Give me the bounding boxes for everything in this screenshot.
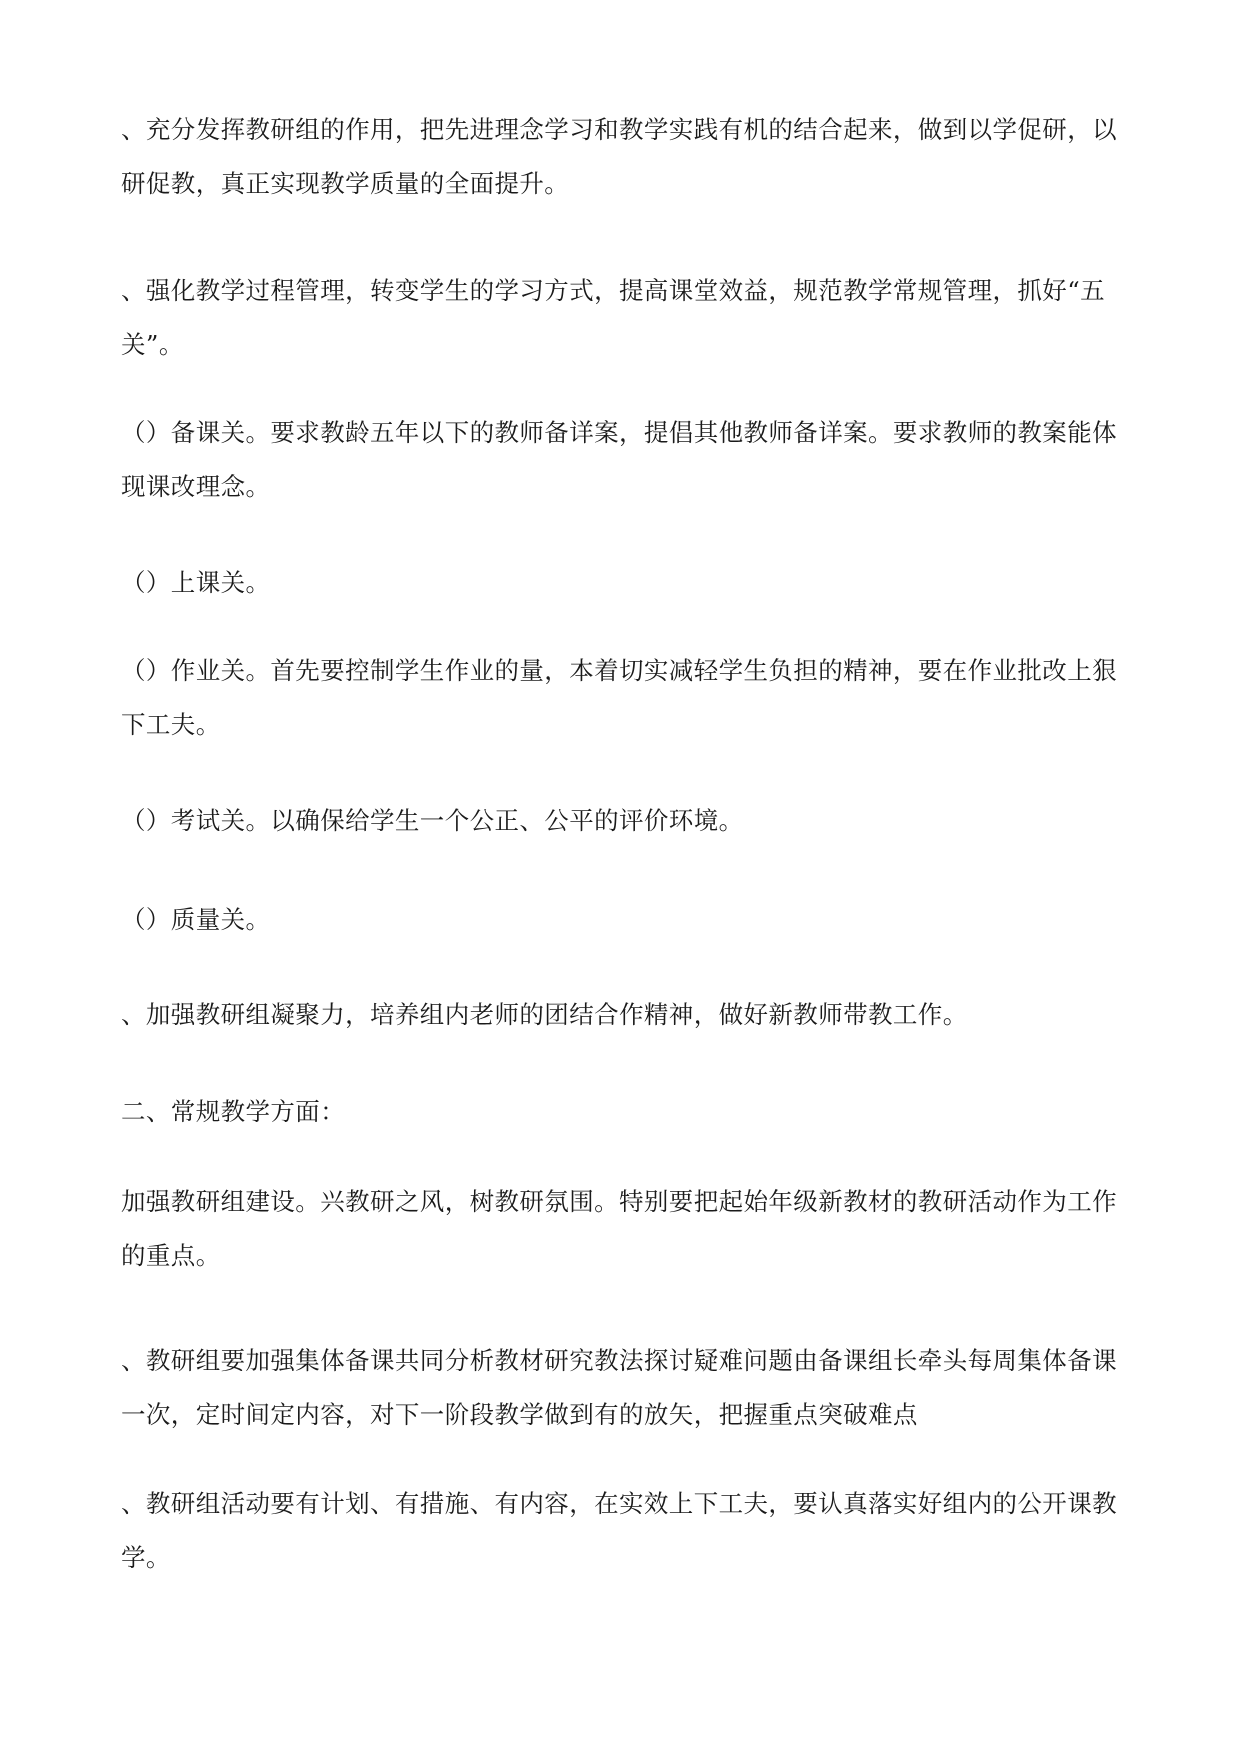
paragraph-process-management <box>121 264 1121 372</box>
paragraph-line: 一次，定时间定内容，对下一阶段教学做到有的放矢，把握重点突破难点 <box>121 1400 918 1429</box>
paragraph-line: 二、常规教学方面： <box>121 1097 346 1126</box>
paragraph-line: 关”。 <box>121 330 184 359</box>
paragraph-line: 下工夫。 <box>121 710 221 739</box>
paragraph-line: 、充分发挥教研组的作用，把先进理念学习和教学实践有机的结合起来，做到以学促研，以 <box>121 115 1117 144</box>
paragraph-group-building <box>121 1175 1121 1283</box>
paragraph-collective-prep <box>121 1334 1121 1442</box>
paragraph-line: 的重点。 <box>121 1241 221 1270</box>
paragraph-quality <box>121 893 1121 947</box>
paragraph-line: 、加强教研组凝聚力，培养组内老师的团结合作精神，做好新教师带教工作。 <box>121 1000 968 1029</box>
paragraph-line: 、教研组活动要有计划、有措施、有内容，在实效上下工夫，要认真落实好组内的公开课教 <box>121 1489 1117 1518</box>
paragraph-group-activities <box>121 1477 1121 1585</box>
paragraph-exam <box>121 794 1121 848</box>
paragraph-line: 加强教研组建设。兴教研之风，树教研氛围。特别要把起始年级新教材的教研活动作为工作 <box>121 1187 1117 1216</box>
paragraph-teaching-research-role <box>121 103 1121 211</box>
paragraph-lesson-prep <box>121 406 1121 514</box>
paragraph-line: 学。 <box>121 1543 171 1572</box>
paragraph-line: 现课改理念。 <box>121 472 271 501</box>
paragraph-homework <box>121 644 1121 752</box>
paragraph-line: 、教研组要加强集体备课共同分析教材研究教法探讨疑难问题由备课组长牵头每周集体备课 <box>121 1346 1117 1375</box>
paragraph-line: （）备课关。要求教龄五年以下的教师备详案，提倡其他教师备详案。要求教师的教案能体 <box>121 418 1117 447</box>
paragraph-cohesion <box>121 988 1121 1042</box>
paragraph-line: （）作业关。首先要控制学生作业的量，本着切实减轻学生负担的精神，要在作业批改上狠 <box>121 656 1117 685</box>
paragraph-line: （）考试关。以确保给学生一个公正、公平的评价环境。 <box>121 806 744 835</box>
paragraph-line: （）上课关。 <box>121 568 271 597</box>
section-heading-routine-teaching <box>121 1085 1121 1139</box>
paragraph-class <box>121 556 1121 610</box>
paragraph-line: 研促教，真正实现教学质量的全面提升。 <box>121 169 570 198</box>
paragraph-line: （）质量关。 <box>121 905 271 934</box>
paragraph-line: 、强化教学过程管理，转变学生的学习方式，提高课堂效益，规范教学常规管理，抓好“五 <box>121 276 1106 305</box>
